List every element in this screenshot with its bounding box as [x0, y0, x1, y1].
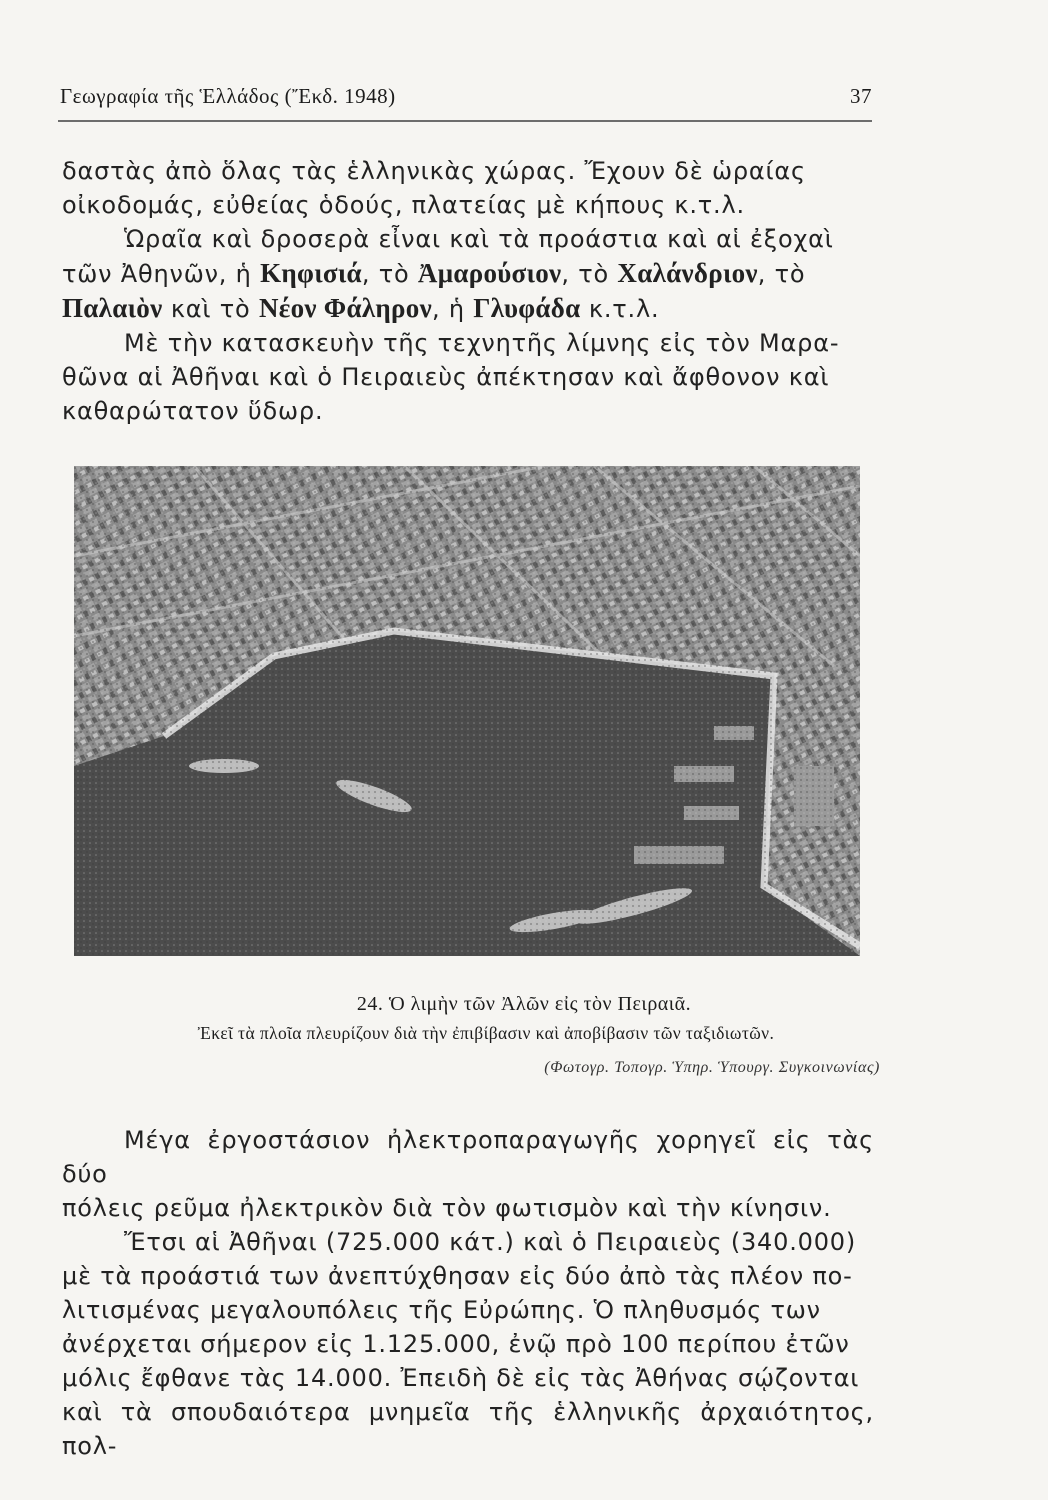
place-palaion: Παλαιὸν	[62, 293, 163, 323]
paragraph-suburbs	[62, 222, 874, 326]
paragraph-marathon	[62, 326, 874, 428]
text-line: ἀνέρχεται σήμερον εἰς 1.125.000, ἐνῷ πρὸ 100 περίπου ἐτῶν	[62, 1330, 850, 1358]
text-fragment: τῶν Ἀθηνῶν, ἡ	[62, 260, 261, 288]
text-line: Ἔτσι αἱ Ἀθῆναι (725.000 κάτ.) καὶ ὁ Πειραιεὺς (340.000)	[124, 1228, 856, 1256]
text-fragment: , τὸ	[561, 260, 618, 288]
place-kifisia: Κηφισιά	[260, 258, 362, 288]
text-line: πόλεις ρεῦμα ἠλεκτρικὸν διὰ τὸν φωτισμὸν καὶ τὴν κίνησιν.	[62, 1194, 832, 1222]
text-line: μόλις ἔφθανε τὰς 14.000. Ἐπειδὴ δὲ εἰς τὰς Ἀθήνας σῴζονται	[62, 1364, 860, 1392]
place-neon-faliron: Νέον Φάληρον	[258, 293, 432, 323]
paragraph-electricity	[62, 1123, 874, 1225]
text-fragment: καὶ τὸ	[162, 295, 259, 323]
figure-caption-description: Ἐκεῖ τὰ πλοῖα πλευρίζουν διὰ τὴν ἐπιβίβασιν καὶ ἀποβίβασιν τῶν ταξιδιωτῶν.	[197, 1023, 775, 1043]
place-amarousion: Ἀμαρούσιον	[417, 258, 562, 288]
text-line: Ὡραῖα καὶ δροσερὰ εἶναι καὶ τὰ προάστια καὶ αἱ ἐξοχαὶ	[124, 225, 834, 253]
page-number: 37	[850, 84, 872, 108]
text-line: καὶ τὰ σπουδαιότερα μνημεῖα τῆς ἑλληνικῆς ἀρχαιότητος, πολ-	[62, 1398, 874, 1460]
text-line: θῶνα αἱ Ἀθῆναι καὶ ὁ Πειραιεὺς ἀπέκτησαν καὶ ἄφθονον καὶ	[62, 363, 830, 391]
text-fragment: , ἡ	[431, 295, 474, 323]
place-chalandrion: Χαλάνδριον	[617, 258, 758, 288]
figure-caption-title: 24. Ὁ λιμὴν τῶν Ἀλῶν εἰς τὸν Πειραιᾶ.	[356, 993, 692, 1015]
harbour-aerial-photo	[74, 466, 860, 956]
text-fragment: , τὸ	[757, 260, 806, 288]
text-line: Μέγα ἐργοστάσιον ἠλεκτροπαραγωγῆς χορηγεῖ εἰς τὰς δύο	[62, 1126, 874, 1188]
running-head	[60, 84, 872, 109]
paragraph-top	[62, 154, 874, 222]
running-title: Γεωγραφία τῆς Ἑλλάδος (Ἔκδ. 1948)	[60, 84, 396, 108]
header-rule	[58, 120, 872, 122]
paragraph-population	[62, 1225, 874, 1463]
text-line: λιτισμένας μεγαλουπόλεις τῆς Εὐρώπης. Ὁ πληθυσμός των	[62, 1296, 821, 1324]
text-line: μὲ τὰ προάστιά των ἀνεπτύχθησαν εἰς δύο ἀπὸ τὰς πλέον πο-	[62, 1262, 853, 1290]
photo-grain	[74, 466, 860, 956]
upper-text-block	[62, 154, 874, 428]
text-line: καθαρώτατον ὕδωρ.	[62, 397, 324, 425]
photo-credit: (Φωτογρ. Τοπογρ. Ὑπηρ. Ὑπουργ. Συγκοινωνίας)	[544, 1059, 880, 1076]
photo-illustration	[74, 466, 860, 956]
text-line: δαστὰς ἀπὸ ὅλας τὰς ἑλληνικὰς χώρας. Ἔχουν δὲ ὡραίας	[62, 157, 806, 185]
lower-text-block	[62, 1123, 874, 1463]
text-fragment: , τὸ	[361, 260, 418, 288]
text-line: οἰκοδομάς, εὐθείας ὁδούς, πλατείας μὲ κήπους κ.τ.λ.	[62, 191, 745, 219]
place-glyfada: Γλυφάδα	[473, 293, 581, 323]
text-fragment: κ.τ.λ.	[580, 295, 660, 323]
text-line: Μὲ τὴν κατασκευὴν τῆς τεχνητῆς λίμνης εἰς τὸν Μαρα-	[124, 329, 840, 357]
